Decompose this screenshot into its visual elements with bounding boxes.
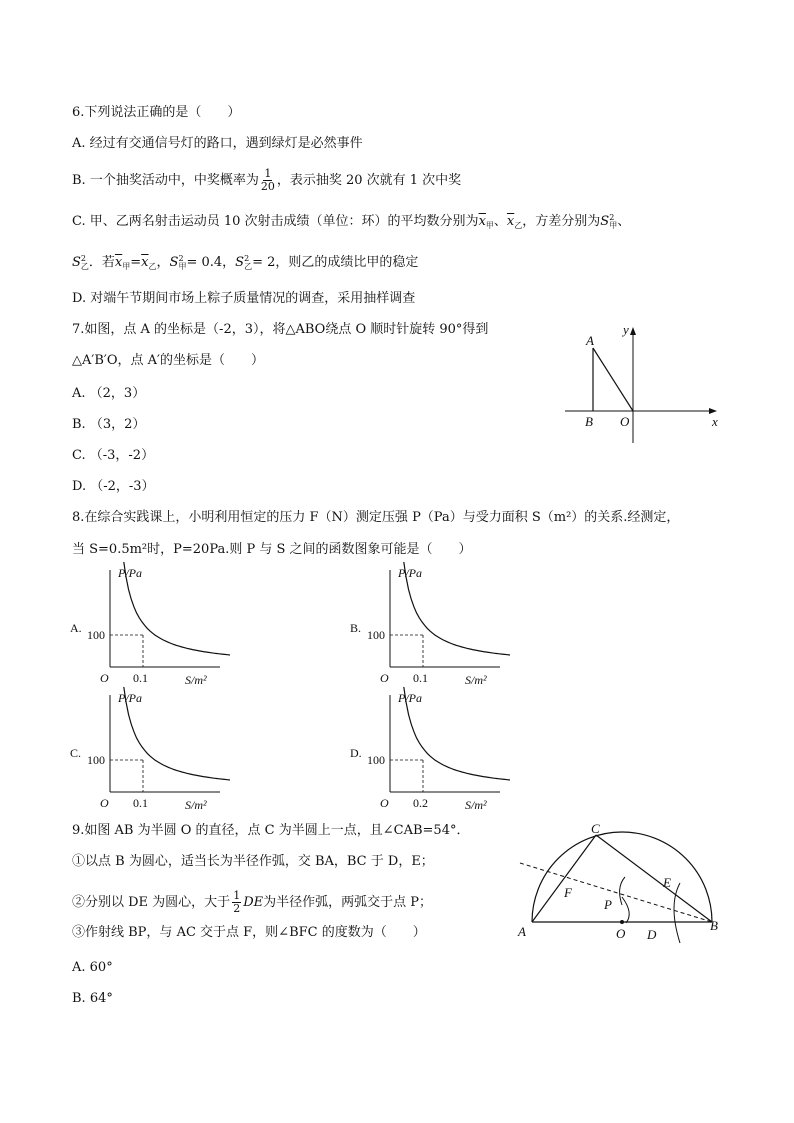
q9-point-a: A (518, 924, 526, 939)
x-axis-label: x (712, 414, 718, 429)
y-tick-label: 100 (87, 628, 105, 642)
s-yi-sup: 2 (80, 253, 86, 263)
y-axis-title: P/Pa (118, 566, 142, 580)
graph-option-label: C. (70, 746, 82, 760)
q6-c2-comma2: ， (222, 255, 236, 270)
y-axis-title: P/Pa (398, 691, 422, 705)
s-jia-sub: 甲 (609, 220, 618, 230)
sub-yi: 乙 (514, 221, 523, 230)
y-axis-title: P/Pa (118, 691, 142, 705)
point-b-label: B (585, 414, 593, 429)
s-yi2-sup: 2 (244, 253, 250, 263)
q6-c-sep2: 、 (617, 214, 631, 229)
q8-stem-line1: 8.在综合实践课上，小明利用恒定的压力 F（N）测定压强 P（Pa）与受力面积 S（m²）的关系.经测定， (72, 510, 680, 525)
q9-point-b: B (710, 918, 718, 933)
q6-c2-val1: = 0.4 (186, 255, 223, 270)
q6-b-post: ，表示抽奖 20 次就有 1 次中奖 (276, 173, 462, 188)
q8-stem-line2: 当 S=0.5m²时，P=20Pa.则 P 与 S 之间的函数图象可能是（ ） (72, 542, 472, 557)
q6-b-num: 1 (264, 167, 272, 180)
graph-option-label: D. (350, 746, 362, 760)
point-a-label: A (586, 333, 594, 348)
q9-step1: ①以点 B 为圆心，适当长为半径作弧，交 BA，BC 于 D，E； (72, 854, 434, 869)
y-tick-label: 100 (367, 628, 385, 642)
s-jia2-sup: 2 (178, 253, 184, 263)
q8-graph-d (350, 687, 510, 816)
q9-stem: 9.如图 AB 为半圆 O 的直径，点 C 为半圆上一点，且∠CAB=54°． (72, 823, 470, 838)
origin-label: O (100, 671, 109, 685)
origin-label: O (100, 796, 109, 810)
q6-option-a: A. 经过有交通信号灯的路口，遇到绿灯是必然事件 (72, 136, 363, 151)
s-yi: S (72, 255, 81, 270)
q7-option-c: C. （-3，-2） (72, 448, 155, 463)
x-tick-label: 0.1 (413, 671, 428, 685)
q9-semicircle-figure (510, 815, 730, 950)
q7-coordinate-figure (555, 318, 735, 448)
q6-c-pre: C. 甲、乙两名射击运动员 10 次射击成绩（单位：环）的平均数分别为 (72, 214, 479, 229)
q6-c2-eq: = (130, 255, 142, 270)
graph-option-label: A. (70, 621, 82, 635)
y-tick-label: 100 (87, 753, 105, 767)
q6-c2-comma1: ， (156, 255, 170, 270)
q9-s2-pre: ②分别以 DE 为圆心，大于 (72, 895, 231, 910)
x-tick-label: 0.1 (133, 796, 148, 810)
q9-point-o: O (616, 926, 626, 941)
y-tick-label: 100 (367, 753, 385, 767)
s-yi-2: S (235, 255, 245, 270)
x-axis-title: S/m² (465, 673, 487, 687)
sub-jia: 甲 (485, 221, 494, 230)
q9-step3: ③作射线 BP，与 AC 交于点 F，则∠BFC 的度数为（ ） (72, 925, 426, 940)
y-axis-label: y (623, 322, 629, 337)
q9-s2-num: 1 (233, 889, 241, 902)
q9-s2-de: DE (243, 895, 264, 910)
q9-point-p: P (604, 897, 612, 912)
q7-stem-line1: 7.如图，点 A 的坐标是（-2，3），将△ABO绕点 O 顺时针旋转 90°得到 (72, 322, 489, 337)
q7-option-b: B. （3，2） (72, 417, 146, 432)
q9-option-a: A. 60° (72, 960, 113, 975)
sub-jia-2: 甲 (122, 262, 131, 271)
x-axis-title: S/m² (185, 673, 207, 687)
q9-point-f: F (564, 885, 572, 900)
q6-c2-val2: = 2 (252, 255, 276, 270)
q6-option-b (72, 168, 461, 193)
q6-c-mid: ，方差分别为 (522, 214, 601, 229)
sub-yi-2: 乙 (148, 262, 157, 271)
q6-b-den: 20 (260, 180, 275, 193)
x-axis-title: S/m² (185, 798, 207, 812)
q9-step2 (72, 890, 432, 915)
q9-point-e: E (663, 875, 671, 890)
q8-graph-c (70, 687, 230, 816)
q6-option-c-line2 (72, 254, 418, 276)
s-jia2-sub: 甲 (178, 261, 187, 271)
q6-b-pre: B. 一个抽奖活动中，中奖概率为 (72, 173, 259, 188)
xbar-yi-2: $\overline{x}$ (141, 255, 149, 270)
origin-label: O (380, 796, 389, 810)
s-jia-sup: 2 (609, 212, 615, 222)
s-yi-sub: 乙 (80, 261, 89, 271)
q9-s2-fraction (232, 890, 241, 915)
q8-graph-b (350, 562, 510, 691)
q9-option-b: B. 64° (72, 991, 113, 1006)
q8-graph-a (70, 562, 230, 691)
xbar-jia: $\overline{x}$ (478, 214, 486, 229)
q6-c-sep1: 、 (493, 214, 507, 229)
q9-s2-den: 2 (233, 902, 241, 915)
x-tick-label: 0.1 (133, 671, 148, 685)
graph-option-label: B. (350, 621, 362, 635)
q6-option-c-line1 (72, 213, 630, 235)
x-axis-title: S/m² (465, 798, 487, 812)
q9-point-d: D (647, 927, 657, 942)
q6-c2-pre: ．若 (88, 255, 115, 270)
s-jia-2: S (169, 255, 179, 270)
s-jia: S (600, 214, 610, 229)
x-tick-label: 0.2 (413, 796, 428, 810)
origin-label: O (620, 414, 630, 429)
s-yi2-sub: 乙 (244, 261, 253, 271)
q6-option-d: D. 对端午节期间市场上粽子质量情况的调查，采用抽样调查 (72, 291, 416, 306)
q7-option-d: D. （-2，-3） (72, 479, 155, 494)
q7-option-a: A. （2，3） (72, 386, 146, 401)
q7-stem-line2: △A′B′O，点 A′的坐标是（ ） (72, 353, 264, 368)
origin-label: O (380, 671, 389, 685)
xbar-yi: $\overline{x}$ (506, 214, 515, 229)
q6-stem: 6.下列说法正确的是（ ） (72, 105, 241, 120)
q9-point-c: C (591, 821, 600, 836)
q9-s2-post: 为半径作弧，两弧交于点 P； (263, 895, 432, 910)
y-axis-title: P/Pa (398, 566, 422, 580)
xbar-jia-2: $\overline{x}$ (114, 255, 123, 270)
q6-b-fraction (261, 168, 275, 193)
q6-c2-post: ，则乙的成绩比甲的稳定 (275, 255, 419, 270)
